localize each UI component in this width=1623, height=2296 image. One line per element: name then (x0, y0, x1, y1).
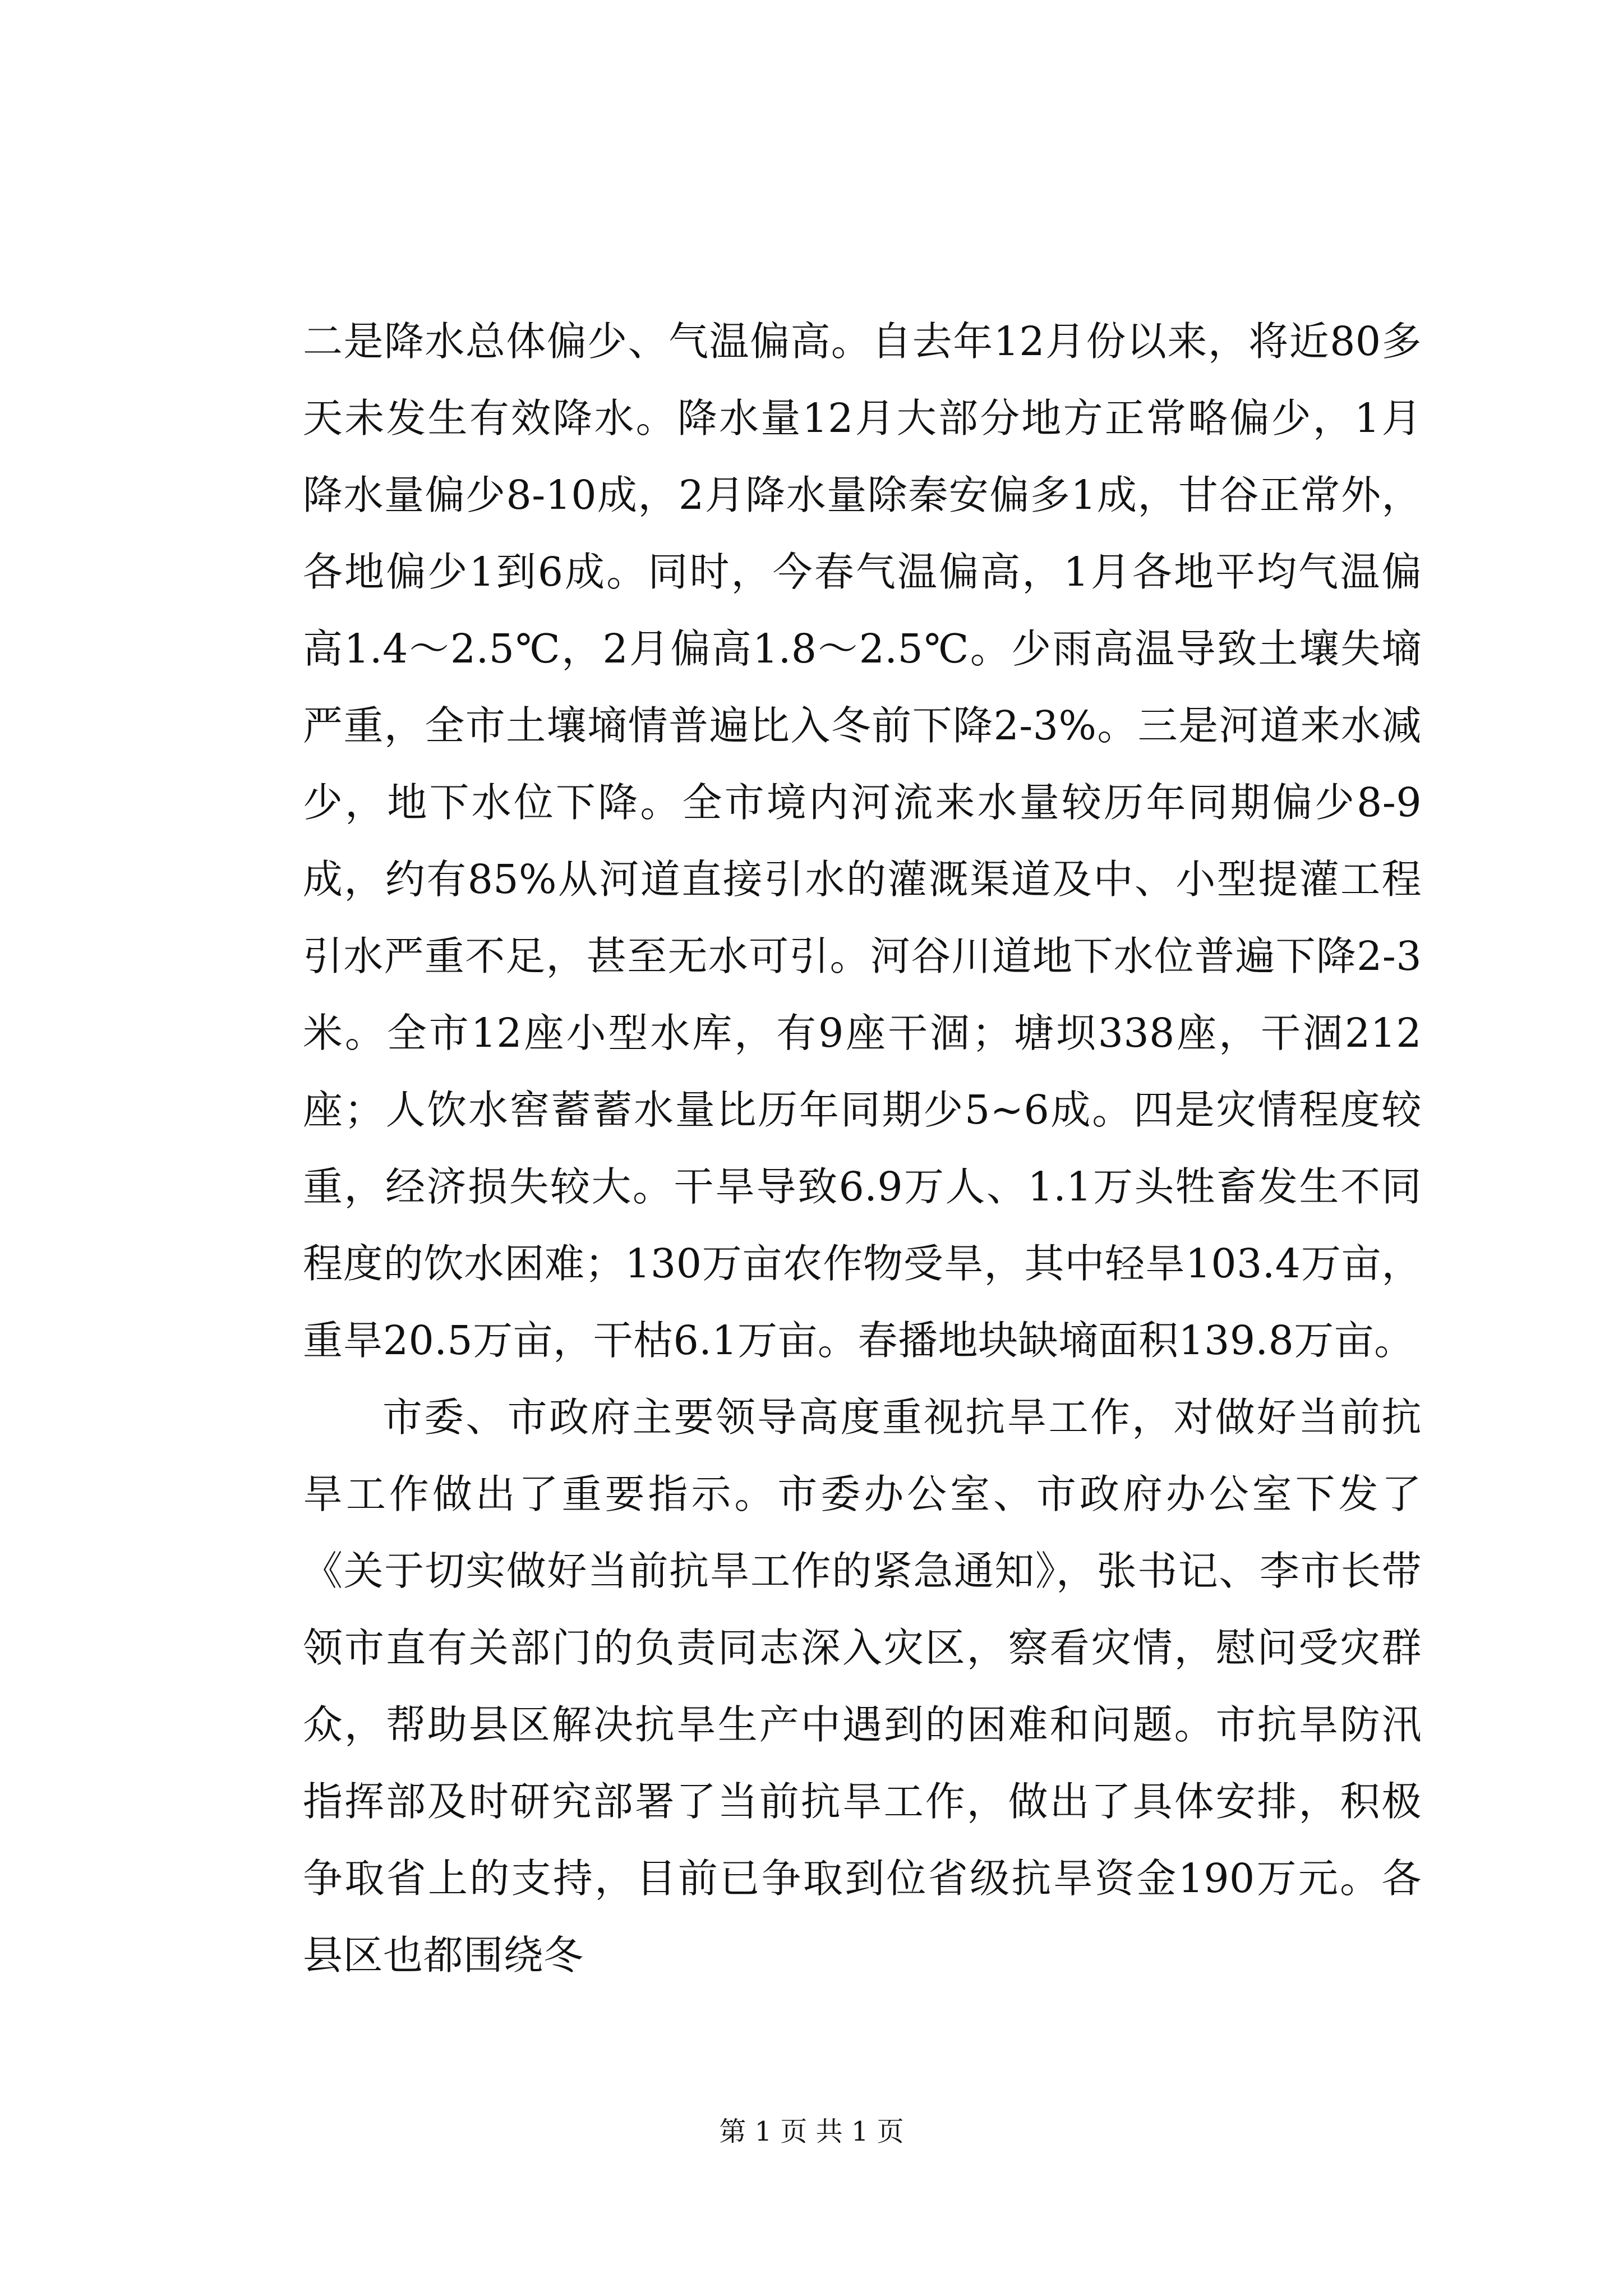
document-body (303, 303, 1422, 1994)
paragraph-government-response: 市委、市政府主要领导高度重视抗旱工作，对做好当前抗旱工作做出了重要指示。市委办公室、市政府办公室下发了《关于切实做好当前抗旱工作的紧急通知》，张书记、李市长带领市直有关部门的负责同志深入灾区，察看灾情，慰问受灾群众，帮助县区解决抗旱生产中遇到的困难和问题。市抗旱防汛指挥部及时研究部署了当前抗旱工作，做出了具体安排，积极争取省上的支持，目前已争取到位省级抗旱资金190万元。各县区也都围绕冬 (303, 1394, 1422, 1978)
page-footer: 第 1 页 共 1 页 (719, 2116, 904, 2147)
paragraph-rainfall-and-drought: 二是降水总体偏少、气温偏高。自去年12月份以来，将近80多天未发生有效降水。降水量12月大部分地方正常略偏少，1月降水量偏少8-10成，2月降水量除秦安偏多1成，甘谷正常外，各地偏少1到6成。同时，今春气温偏高，1月各地平均气温偏高1.4～2.5℃，2月偏高1.8～2.5℃。少雨高温导致土壤失墒严重，全市土壤墒情普遍比入冬前下降2-3%。三是河道来水减少，地下水位下降。全市境内河流来水量较历年同期偏少8-9成，约有85%从河道直接引水的灌溉渠道及中、小型提灌工程引水严重不足，甚至无水可引。河谷川道地下水位普遍下降2-3米。全市12座小型水库，有9座干涸；塘坝338座，干涸212座；人饮水窖蓄蓄水量比历年同期少5~6成。四是灾情程度较重，经济损失较大。干旱导致6.9万人、1.1万头牲畜发生不同程度的饮水困难；130万亩农作物受旱，其中轻旱103.4万亩，重旱20.5万亩，干枯6.1万亩。春播地块缺墒面积139.8万亩。 (303, 318, 1422, 1364)
